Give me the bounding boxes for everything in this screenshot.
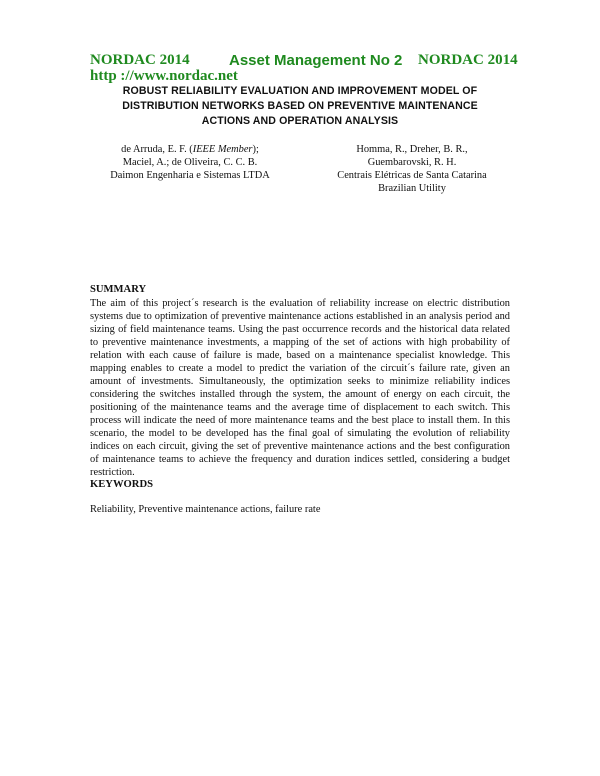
author-line: Homma, R., Dreher, B. R., (356, 144, 468, 155)
affiliation: Daimon Engenharia e Sistemas LTDA (110, 170, 270, 181)
keywords-text: Reliability, Preventive maintenance actions, failure rate (90, 504, 321, 515)
author-line: de Arruda, E. F. (IEEE Member); (121, 144, 259, 155)
affiliation: Centrais Elétricas de Santa Catarina (337, 170, 487, 181)
header-conference-right: NORDAC 2014 (418, 52, 518, 68)
paper-title (0, 84, 600, 129)
authors-left (90, 143, 290, 182)
keywords-heading: KEYWORDS (90, 479, 153, 490)
header-conference-left: NORDAC 2014 (90, 52, 190, 68)
summary-heading: SUMMARY (90, 284, 147, 295)
affiliation: Brazilian Utility (378, 183, 446, 194)
author-line: Guembarovski, R. H. (367, 157, 457, 168)
header-section-title: Asset Management No 2 (229, 52, 403, 69)
authors-right (312, 143, 512, 195)
header-url[interactable]: http ://www.nordac.net (90, 68, 238, 84)
title-line: ROBUST RELIABILITY EVALUATION AND IMPROVEMENT MODEL OF (122, 85, 478, 97)
title-line: DISTRIBUTION NETWORKS BASED ON PREVENTIVE MAINTENANCE (122, 100, 478, 112)
title-line: ACTIONS AND OPERATION ANALYSIS (201, 115, 399, 127)
author-line: Maciel, A.; de Oliveira, C. C. B. (122, 157, 258, 168)
summary-text: The aim of this project´s research is the evaluation of reliability increase on electric distribution systems due to optimization of preventive maintenance actions established in an analysis period and sizing of field maintenance teams. Using the past occurrence records and the historical data related to preventive maintenance investments, a mapping of the set of actions with high probability of relation with each cause of failure is made, based on a maintenance specialist knowledge. This mapping enables to create a model to predict the variation of the circuit´s failure rate, given an amount of investments. Simultaneously, the optimization seeks to minimize reliability indices considering the switches installed through the system, the amount of energy on each circuit, the positioning of the maintenance teams and the average time of displacement to each switch. This process will indicate the need of more maintenance teams and the best place to install them. In this scenario, the model to be developed has the final goal of simulating the evolution of reliability indices on each circuit, giving the set of preventive maintenance actions and the best configuration of maintenance teams to achieve the frequency and duration indices settled, considering a budget restriction. (90, 298, 510, 478)
